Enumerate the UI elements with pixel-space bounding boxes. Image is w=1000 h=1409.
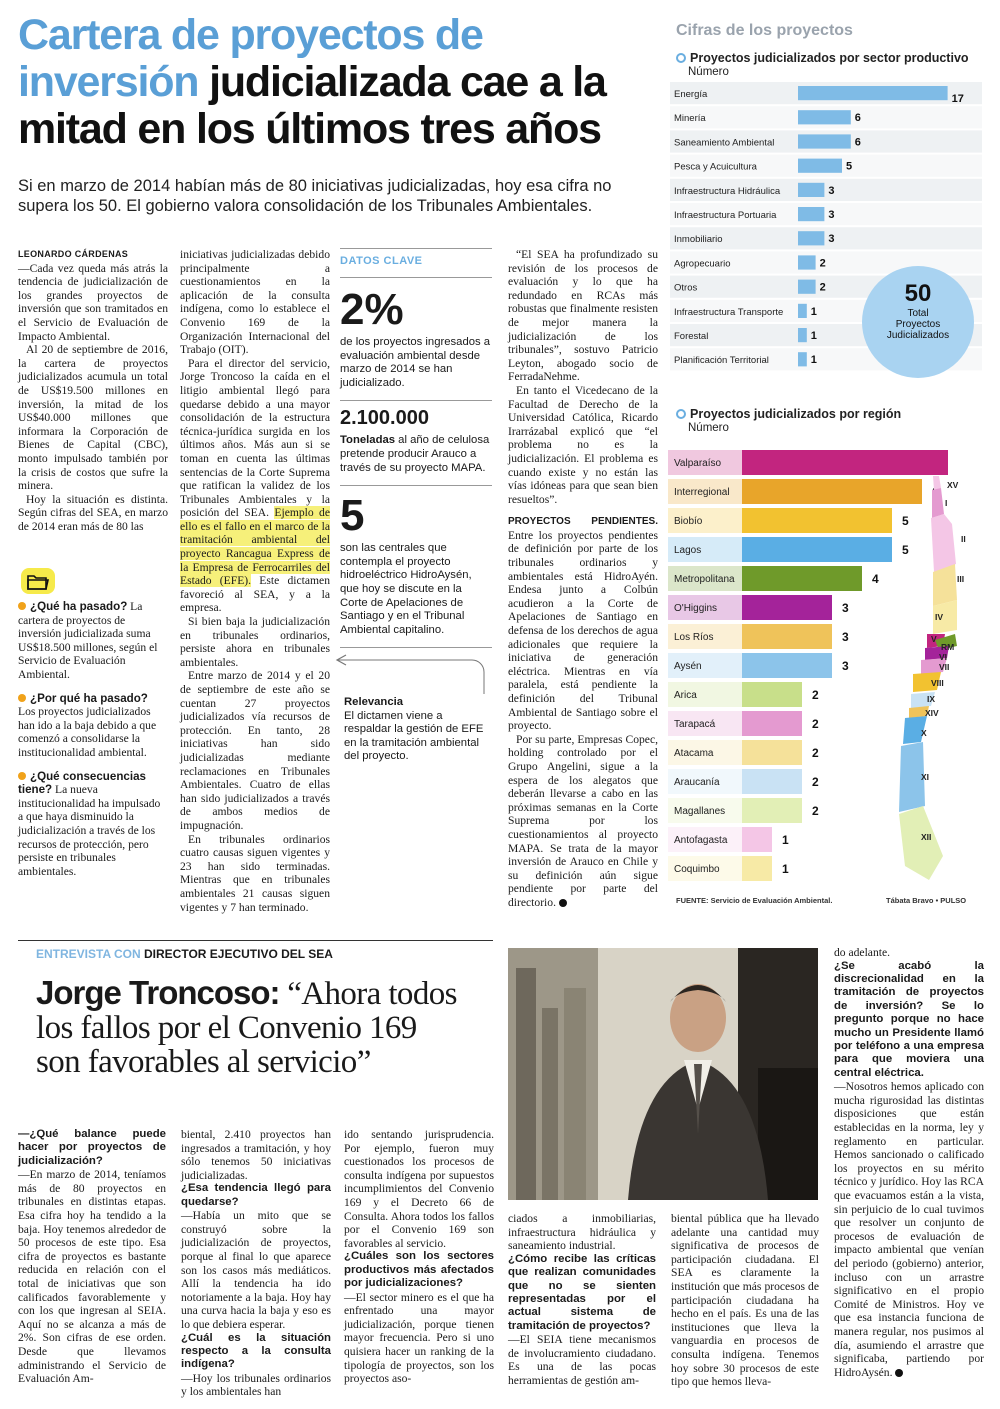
stat-2: 2.100.000 [340, 407, 429, 430]
chart-fuente: FUENTE: Servicio de Evaluación Ambiental. [676, 896, 833, 905]
map-region-label: VII [939, 662, 950, 672]
sector-label: Minería [674, 113, 706, 125]
map-region-i [932, 488, 944, 518]
sector-label: Forestal [674, 331, 709, 342]
map-region-label: IV [935, 612, 944, 622]
sector-label: Saneamiento Ambiental [674, 137, 775, 149]
end-mark-icon [559, 899, 567, 907]
region-value-label: 2 [812, 688, 819, 702]
region-value-label: 2 [812, 746, 819, 760]
region-label: Aysén [674, 661, 702, 672]
sidebar-qa [18, 600, 168, 878]
region-value-label: 5 [902, 543, 909, 557]
col4-p3: PROYECTOS PENDIENTES. Entre los proyectos pendientes de definición por parte de los tribunales ordinarios y ambientales está HidroAyén. Endesa junto a Colbún acudieron a la Corte de Apelaciones de Santiago en defensa de los derechos de agua adicionales que requiere la iniciativa de generación eléctrica. Mientras en vía paralela, está pendiente la definición del Tribunal Ambiental de Santiago sobre el proyecto. [508, 516, 658, 733]
region-label: Los Ríos [674, 632, 714, 643]
folder-icon [20, 566, 56, 596]
col2-p1: iniciativas judicializadas debido principalmente a cuestionamientos en la aplicación de la consulta indígena, como lo establece el Convenio 169 de la Organización Internacional del Trabajo (OIT). [180, 248, 330, 357]
region-label: Valparaíso [674, 458, 722, 469]
highlighted-text: Ejemplo de ello es el fallo en el marco de la tramitación ambiental del proyecto Rancagua Express de la Empresa de Ferrocarriles del Estado (EFE). [180, 506, 330, 588]
interview-q5: ¿Cómo recibe las críticas que realizan comunidades que no se sienten representadas por el actual sistema de tramitación de proyectos? [508, 1252, 656, 1332]
ring-icon [676, 53, 686, 63]
chile-map [895, 470, 985, 890]
chart1-title: Proyectos judicializados por sector productivo [676, 51, 969, 65]
sector-value-label: 3 [828, 184, 835, 197]
headline-blue-1: Cartera de proyectos de [18, 11, 483, 59]
sector-value-label: 1 [810, 330, 817, 342]
map-region-label: II [961, 534, 966, 544]
sector-label: Infraestructura Hidráulica [674, 185, 781, 197]
stat-1: 2% [340, 285, 404, 334]
sector-bar [798, 159, 842, 173]
region-label: Atacama [674, 748, 714, 759]
sector-bar [798, 183, 824, 197]
sector-label: Pesca y Acuicultura [674, 161, 757, 173]
map-region-label: XV [947, 480, 959, 490]
charts-title: Cifras de los proyectos [676, 22, 853, 39]
sector-value-label: 3 [828, 233, 835, 246]
col4-p2: En tanto el Vicedecano de la Facultad de Derecho de la Universidad Católica, Ricardo Irarrázabal explicó que “el problema no es la judicialización. El problema es cuando existe y no están las vías idóneas para que sean bien resueltos”. [508, 383, 658, 506]
col1-p3: Hoy la situación es distinta. Según cifras del SEA, en marzo de 2014 eran más de 80 las [18, 492, 168, 533]
region-bar [742, 537, 892, 562]
interview-col-4 [508, 1212, 656, 1388]
interview-a5-end: do adelante. [834, 946, 891, 959]
region-bar [742, 798, 802, 823]
sector-label: Energía [674, 89, 708, 100]
headline-dark-2: mitad en los últimos tres años [18, 105, 601, 153]
headline [18, 12, 658, 153]
bullet-icon [18, 694, 26, 702]
sector-value-label: 2 [819, 257, 826, 270]
region-label: Tarapacá [674, 719, 716, 730]
map-region-label: VIII [931, 678, 944, 688]
interview-q3: ¿Cuál es la situación respecto a la consulta indígena? [181, 1331, 331, 1371]
article-col-2 [180, 248, 330, 914]
map-region-label: RM [941, 642, 955, 652]
interview-q4: ¿Cuáles son los sectores productivos más afectados por judicializaciones? [344, 1250, 494, 1290]
sidebar-q2: ¿Por qué ha pasado? Los proyectos judicializados han ido a la baja debido a que comenzó a consolidarse la institucionalidad ambiental. [18, 691, 157, 759]
interview-a3-cont: ido sentando jurisprudencia. Por ejemplo, fueron muy cuestionados los procesos de consulta indígena por supuestos incumplimientos del Convenio 169 y el Decreto 66 de Consulta. Ahora todos los fallos por el Convenio 169 son favorables al servicio. [344, 1128, 494, 1250]
region-value-label: 3 [842, 659, 849, 673]
region-value-label: 2 [812, 775, 819, 789]
sector-bar [798, 280, 816, 294]
sector-bar [798, 110, 851, 124]
region-label: Antofagasta [674, 835, 728, 846]
chart2-title: Proyectos judicializados por región [676, 407, 901, 421]
deck: Si en marzo de 2014 habían más de 80 iniciativas judicializadas, hoy esa cifra no supera los 50. El gobierno valora consolidación de los Tribunales Ambientales. [18, 177, 612, 215]
datos-clave-title: DATOS CLAVE [340, 255, 423, 267]
col2-p2: Para el director del servicio, Jorge Troncoso la caída en el litigio ambiental llegó para quedarse debido a una mayor consolidación de la estructura técnica-jurídica surgida en los últimos años. Más aun si se toman en cuenta las últimas sentencias de la Corte Suprema que ratifican la validez de los Tribunales Ambientales y la posición del SEA. Ejemplo de ello es el fallo en el marco de la tramitación ambiental del proyecto Rancagua Express de la Empresa de Ferrocarriles del Estado (EFE). Este dictamen favoreció al SEA, y a la empresa. [180, 356, 331, 615]
region-bar [742, 595, 832, 620]
article-col-4 [508, 248, 658, 910]
stat-1-text: de los proyectos ingresados a evaluación ambiental desde marzo de 2014 se han judicializado. [340, 336, 491, 389]
interview-q6: ¿Se acabó la discrecionalidad en la tramitación de proyectos de inversión? Se lo pregunto porque no hace mucho un Presidente llamó por teléfono a una empresa para que moviera una central eléctrica. [834, 959, 984, 1079]
region-value-label: 3 [842, 630, 849, 644]
sector-bar [798, 352, 807, 366]
interview-a4-cont: ciados a inmobiliarias, infraestructura hidráulica y saneamiento industrial. [508, 1212, 656, 1253]
sector-value-label: 6 [854, 112, 861, 125]
sector-label: Otros [674, 282, 698, 294]
interview-a5-cont: biental pública que ha llevado adelante una cantidad muy significativa de procesos de participación ciudadana. El SEA es claramente la institución que más procesos de participación ciudadana ha hecho en el país. Es una de las instituciones que lleva la vanguardia en procesos de consulta indígena. Tenemos hoy sobre 30 procesos de este tipo que hemos lleva- [671, 1212, 819, 1389]
region-label: Coquimbo [674, 864, 720, 875]
sector-bar [798, 86, 948, 100]
col1-p2: Al 20 de septiembre de 2016, la cartera de proyectos judicializados acumula un total de US$19.500 millones en inversión, la mitad de los US$40.000 millones que informara la Corporación de Bienes de Capital (CBC), monto impulsado también por la crisis de costos que sufre la minera. [18, 343, 168, 493]
col2-p4: Entre marzo de 2014 y el 20 de septiembre de este año se cuentan 27 proyectos judicializados vía recursos de protección. En tanto, 28 iniciativas han sido judicializadas mediante reclamaciones en Tribunales Ambientales. Cuatro de ellas han sido judicializados a través de ambos medios de impugnación. [180, 669, 330, 832]
interview-col-2 [181, 1128, 331, 1399]
region-bar [742, 769, 802, 794]
stat-3: 5 [340, 491, 365, 541]
interview-q1: —¿Qué balance puede hacer por proyectos de judicialización? [18, 1128, 166, 1167]
region-label: Metropolitana [674, 574, 735, 585]
region-label: Magallanes [674, 806, 726, 817]
col4-p4: Por su parte, Empresas Copec, holding controlado por el Grupo Angelini, sigue a la espera de los alegatos que deberán llevarse a cabo en las próximas semanas en la Corte Suprema por los cuestionamientos al proyecto MAPA. Se trata de la mayor inversión de Arauco en Chile y su definición aún sigue pendiente por parte del directorio. [508, 732, 658, 909]
datos-clave [340, 248, 492, 648]
map-region-label: V [931, 634, 937, 644]
map-region-label: III [957, 574, 965, 584]
interview-col-5 [671, 1212, 819, 1389]
interview-a6: —Nosotros hemos aplicado con mucha rigurosidad las distintas disposiciones que están establecidas en la norma, ley y reglamento en particular. Hemos sancionado o calificado los proyectos en su mérito técnico y jurídico. Hoy las RCA que evacuamos están a la vista, sin perjuicio de lo cual tuvimos que resolver un conjunto de procesos de evaluación de impacto ambiental que venían del periodo (gobierno) anterior, incluso con un arrastre significativo en el propio Comité de Ministros. Hoy ve que esa instancia funciona de manera regular, nos pusimos al día, asumiendo el arrastre que significaba, partiendo por HidroAysén. [834, 1080, 984, 1379]
region-bar [742, 682, 802, 707]
article-col-1 [18, 248, 168, 533]
relevancia-arrow-icon [334, 654, 494, 694]
interview-col-3 [344, 1128, 494, 1386]
region-value-label: 5 [902, 514, 909, 528]
interview-col-6 [834, 946, 984, 1379]
sector-label: Infraestructura Portuaria [674, 210, 777, 221]
region-bar [742, 508, 892, 533]
region-label: Interregional [674, 487, 730, 498]
sector-label: Planificación Territorial [674, 355, 769, 367]
region-value-label: 1 [782, 833, 789, 847]
sector-value-label: 17 [951, 93, 964, 105]
end-mark-icon [895, 1369, 903, 1377]
region-label: Arica [674, 690, 697, 701]
interview-a2: —Había un mito que se construyó sobre la judicialización de proyectos, porque al final lo que aparece son los casos más mediáticos. Allí la tendencia ha ido notoriamente a la baja. Hoy hay una curva hacia la baja y eso es lo que debiera esperar. [181, 1209, 331, 1331]
sector-value-label: 5 [846, 160, 853, 173]
sector-value-label: 3 [828, 209, 835, 221]
interview-a1: —En marzo de 2014, teníamos más de 80 proyectos en tribunales en distintas etapas. Esa cifra hoy ha tendido a la baja. Hoy tenemos alrededor de 50 procesos de este tipo. Esa cifra de proyectos es bastante reducida en relación con el total de iniciativas que son calificados favorablemente y con los que ingresan al SEIA. Aquí no se alcanza a más de 2%. Son cifras de ese orden. Desde que llevamos administrando el Servicio de Evaluación Am- [18, 1168, 166, 1386]
region-bar [742, 827, 772, 852]
stat-2-text: Toneladas al año de celulosa pretende producir Arauco a través de su proyecto MAPA. [340, 434, 490, 474]
relevancia-text: El dictamen viene a respaldar la gestión de EFE en la tramitación ambiental del proyecto. [344, 709, 484, 763]
map-region-label: VI [939, 652, 948, 662]
chart-credit: Tábata Bravo • PULSO [886, 896, 967, 905]
interview-name: Jorge Troncoso: [36, 974, 280, 1011]
sidebar-q1: ¿Qué ha pasado? La cartera de proyectos de inversión judicializada suma US$18.500 millones, según el Servicio de Evaluación Ambiental. [18, 600, 158, 681]
region-bar [742, 566, 862, 591]
map-region-label: X [921, 728, 927, 738]
map-region-label: XI [921, 772, 930, 782]
region-bar [742, 624, 832, 649]
sidebar-q3: ¿Qué consecuencias tiene? La nueva institucionalidad ha impulsado a que haya disminuido la judicialización a través de los recursos de protección, pero persiste en tribunales ambientales. [18, 769, 161, 878]
sector-value-label: 1 [810, 305, 817, 318]
interview-a4: —El sector minero es el que ha enfrentado una mayor judicialización, porque tienen mayor frecuencia. Pero si uno quisiera hacer un ranking de la tipología de proyectos, son los proyectos aso- [344, 1290, 494, 1386]
sector-label: Agropecuario [674, 258, 731, 270]
total-circle [862, 266, 974, 378]
map-region-label: XIV [925, 708, 939, 718]
interview-a5: —El SEIA tiene mecanismos de involucramiento ciudadano. Es una de las pocas herramientas de gestión am- [508, 1333, 656, 1387]
sector-bar [798, 304, 807, 318]
ring-icon [676, 409, 686, 419]
map-region-label: I [945, 498, 948, 508]
sector-bar [798, 207, 824, 221]
region-bar [742, 653, 832, 678]
region-label: Araucanía [674, 777, 720, 788]
map-region-ii [931, 514, 956, 572]
chart2-unit: Número [688, 422, 729, 434]
region-label: Biobío [674, 516, 703, 527]
col4-p1: “El SEA ha profundizado su revisión de los procesos de evaluación y lo que ha redundado en RCAs más robustas que finalmente resisten de mejor manera la judicialización de los tribunales”, sostuvo Patricio Leyton, abogado socio de FerradaNehme. [508, 248, 658, 384]
headline-dark-1: judicializada cae a la [198, 58, 606, 106]
map-region-xii [899, 806, 943, 880]
interview-a1-cont: biental, 2.410 proyectos han ingresados a tramitación, y hoy sólo tenemos 50 iniciativas judicializadas. [181, 1128, 331, 1182]
region-value-label: 2 [812, 804, 819, 818]
sector-value-label: 2 [819, 281, 826, 294]
col2-p3: Si bien baja la judicialización en tribunales ordinarios, persiste ahora en tribunales ambientales. [180, 615, 330, 669]
chart1-unit: Número [688, 66, 729, 78]
sector-label: Infraestructura Transporte [674, 306, 784, 318]
relevancia-title: Relevancia [344, 696, 404, 708]
headline-blue-2: inversión [18, 58, 199, 106]
byline: LEONARDO CÁRDENAS [18, 249, 129, 259]
region-value-label: 2 [812, 717, 819, 731]
bullet-icon [18, 602, 26, 610]
bullet-icon [18, 772, 26, 780]
sector-bar [798, 255, 816, 269]
region-bar [742, 856, 772, 881]
sector-bar [798, 134, 851, 148]
region-label: Lagos [674, 545, 702, 556]
stat-3-text: son las centrales que contempla el proyecto hidroeléctrico HidroAysén, que hoy se discute en la Corte de Apelaciones de Santiago y en el Tribunal Ambiental capitalino. [340, 542, 472, 636]
col1-p1: —Cada vez queda más atrás la tendencia de judicialización de los grandes proyectos de inversión que son tramitados en el Servicio de Evaluación de Impacto Ambiental. [18, 261, 168, 343]
interview-q2: ¿Esa tendencia llegó para quedarse? [181, 1182, 331, 1208]
map-region-xv [933, 476, 941, 490]
region-value-label: 1 [782, 862, 789, 876]
relevancia [344, 696, 484, 764]
sector-bar [798, 328, 807, 342]
region-label: O'Higgins [674, 603, 718, 614]
interview-a3: —Hoy los tribunales ordinarios y los ambientales han [181, 1371, 331, 1399]
total-label: Total Proyectos Judicializados [886, 308, 950, 341]
sector-label: Inmobiliario [674, 234, 723, 246]
col2-p5: En tribunales ordinarios cuatro causas siguen vigentes y 23 han sido terminadas. Mientras que en tribunales ambientales 21 causas siguen vigentes y 7 han terminado. [180, 832, 330, 914]
total-value: 50 [904, 280, 932, 307]
sector-value-label: 6 [854, 136, 861, 149]
region-bar [742, 711, 802, 736]
map-region-label: IX [927, 694, 936, 704]
interview-kicker: ENTREVISTA CON DIRECTOR EJECUTIVO DEL SEA [36, 947, 333, 961]
interview-title: Jorge Troncoso: “Ahora todos los fallos por el Convenio 169 son favorables al servicio” [36, 974, 457, 1080]
sector-value-label: 1 [810, 354, 817, 367]
region-value-label: 4 [872, 572, 879, 586]
region-value-label: 3 [842, 601, 849, 615]
interview-col-1 [18, 1128, 166, 1386]
region-bar [742, 740, 802, 765]
sector-bar [798, 231, 824, 245]
map-region-label: XII [921, 832, 932, 842]
troncoso-photo [508, 948, 818, 1200]
